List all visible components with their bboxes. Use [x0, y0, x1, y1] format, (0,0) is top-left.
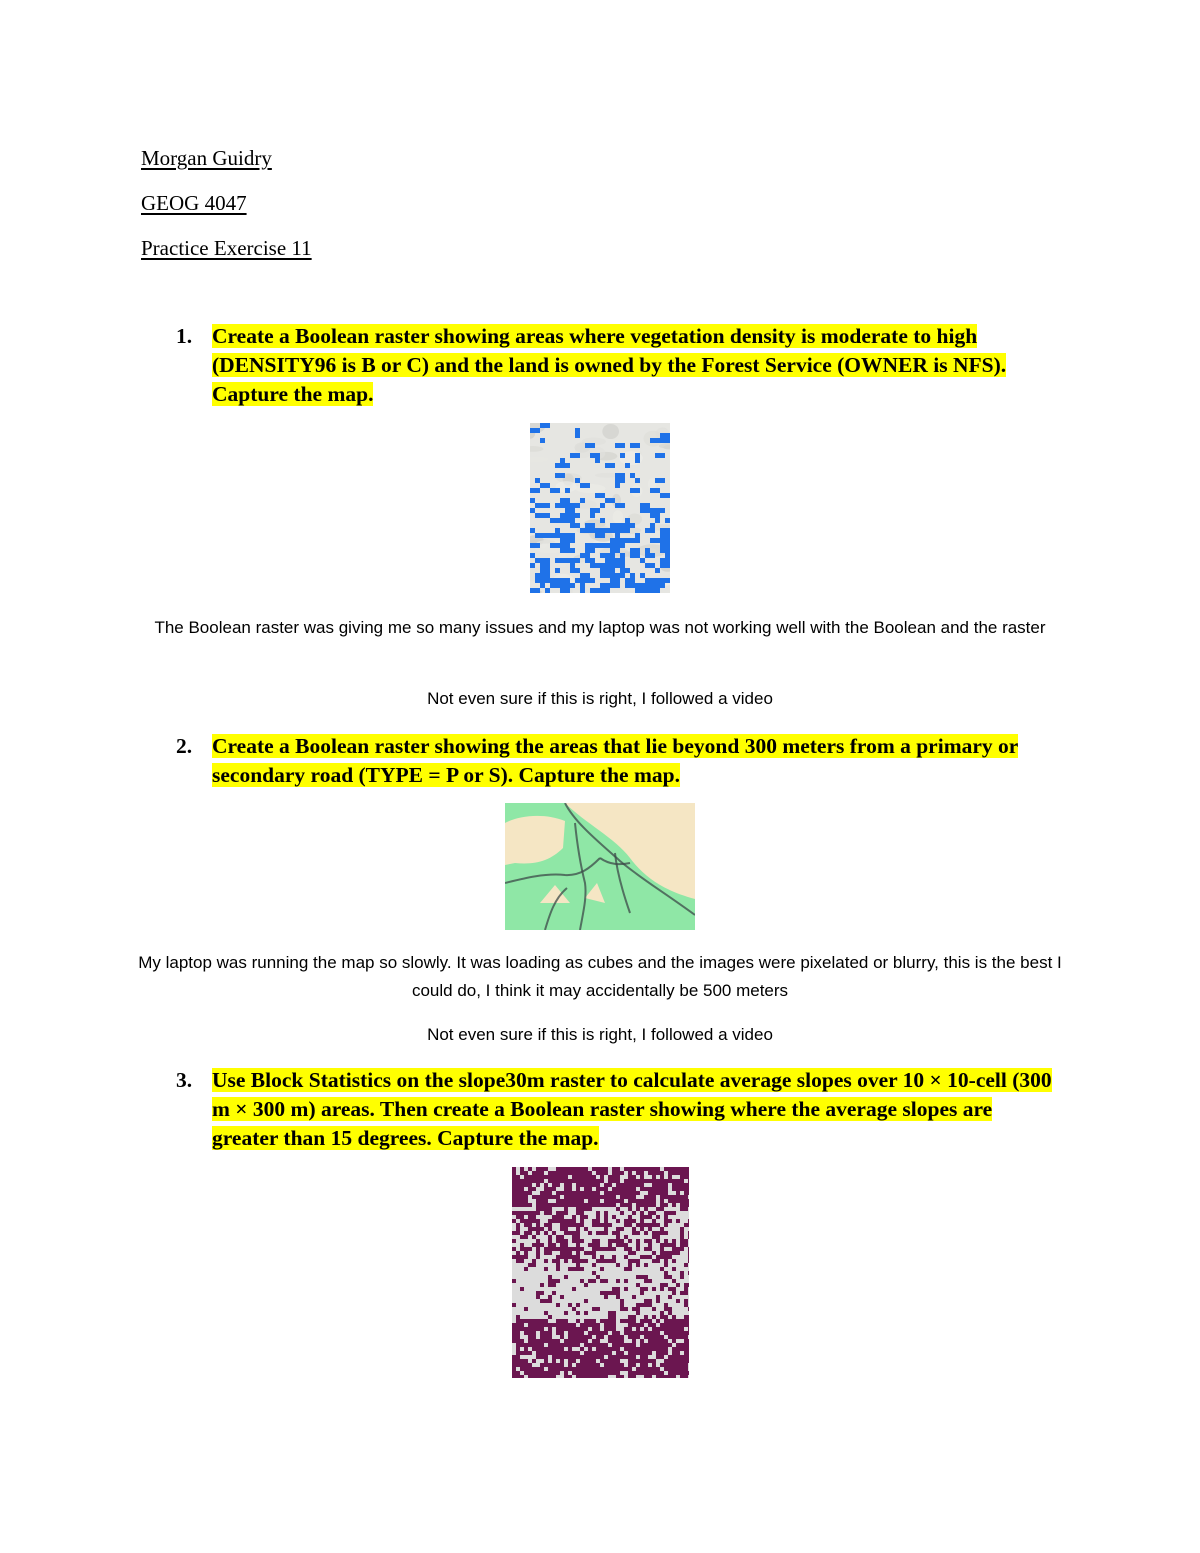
question-text: Create a Boolean raster showing areas where vegetation density is moderate to high (DENSITY96 is B or C) and the land is owned by the Forest Service (OWNER is NFS). Capture the map.: [212, 324, 1007, 406]
question-3: [176, 1066, 1056, 1153]
question-number: 3.: [176, 1068, 193, 1092]
question-text: Create a Boolean raster showing the areas that lie beyond 300 meters from a primary or secondary road (TYPE = P or S). Capture the map.: [212, 734, 1019, 787]
raster-map-image: [530, 423, 670, 593]
question-text: Use Block Statistics on the slope30m raster to calculate average slopes over 10 × 10-cell (300 m × 300 m) areas. Then create a Boolean raster showing where the average slopes are greater than 15 degrees. Capture the map.: [212, 1068, 1052, 1150]
student-name: Morgan Guidry: [141, 146, 272, 170]
question-1-map: [530, 423, 670, 593]
course-code: GEOG 4047: [141, 191, 247, 215]
raster-map-image: [512, 1167, 689, 1378]
assignment-title: Practice Exercise 11: [141, 236, 312, 260]
question-3-map: [512, 1167, 689, 1378]
question-number: 1.: [176, 324, 193, 348]
question-number: 2.: [176, 734, 193, 758]
question-2: [176, 732, 1056, 790]
raster-map-image: [505, 803, 695, 930]
question-2-map: [505, 803, 695, 930]
question-1-note-2: Not even sure if this is right, I followed a video: [427, 689, 773, 708]
question-2-note-2: Not even sure if this is right, I followed a video: [427, 1025, 773, 1044]
question-2-note: My laptop was running the map so slowly. It was loading as cubes and the images were pixelated or blurry, this is the best I could do, I think it may accidentally be 500 meters: [138, 953, 1062, 1000]
question-1: [176, 322, 1056, 409]
question-1-note: The Boolean raster was giving me so many issues and my laptop was not working well with the Boolean and the raster: [154, 618, 1046, 637]
